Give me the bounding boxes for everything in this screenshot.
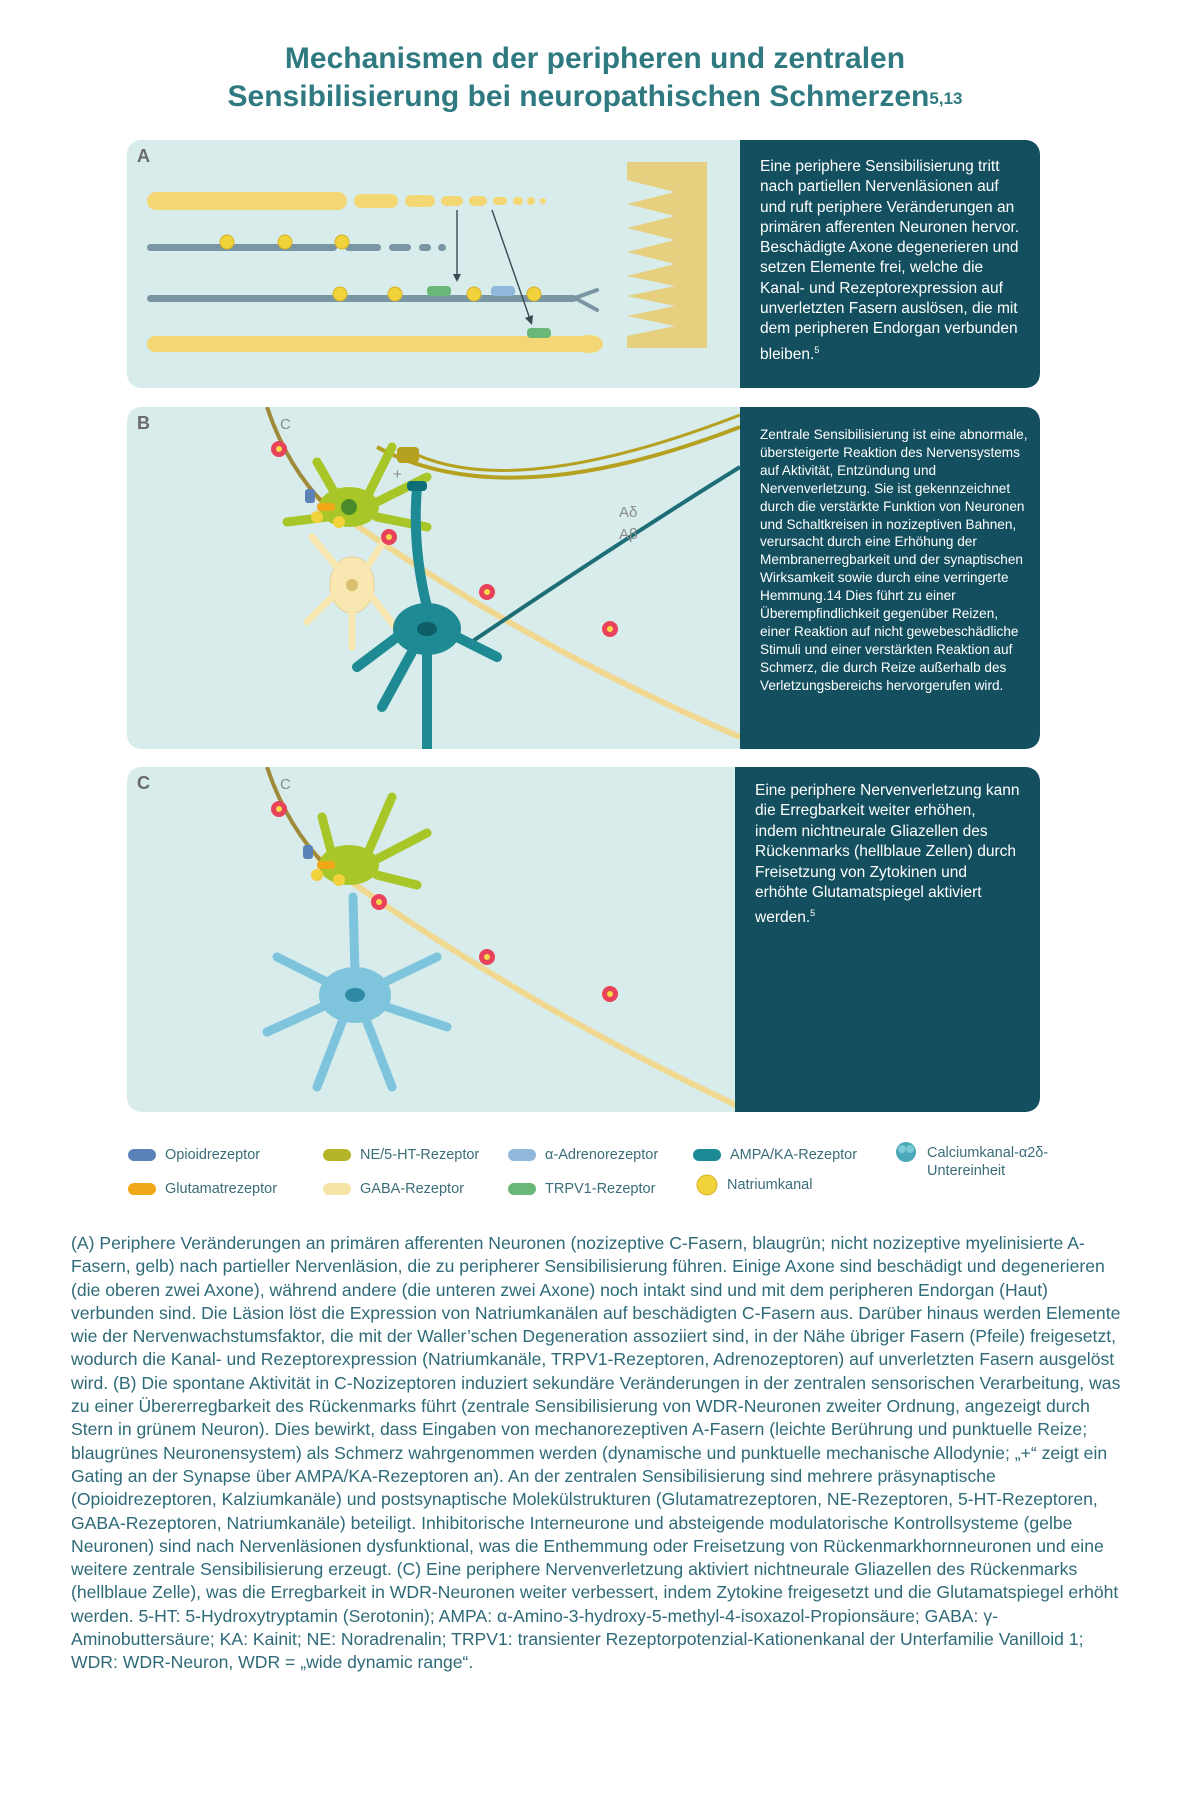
- panel-a-reference: 5: [814, 344, 820, 355]
- legend-item-glutamate: [127, 1178, 277, 1200]
- legend-item-gaba: [322, 1178, 464, 1200]
- sodium-channel-b: [311, 511, 323, 523]
- legend-label: GABA-Rezeptor: [360, 1181, 464, 1197]
- central-sensitization-illustration: [127, 407, 740, 749]
- glutamate-receptor: [317, 503, 335, 511]
- label-c-fiber: C: [280, 416, 291, 433]
- panel-a: [127, 140, 1040, 388]
- legend-label: Calciumkanal-α2δ-Untereinheit: [927, 1145, 1049, 1179]
- opioid-receptor: [305, 489, 315, 503]
- legend-label: Glutamatrezeptor: [165, 1181, 278, 1197]
- legend-item-trpv1: [507, 1178, 655, 1200]
- legend-label: TRPV1-Rezeptor: [545, 1181, 656, 1197]
- legend-label: AMPA/KA-Rezeptor: [730, 1147, 858, 1163]
- wdr-neuron-c: [319, 797, 427, 885]
- title-line-2: [0, 78, 1190, 116]
- panel-c-reference: 5: [810, 908, 816, 919]
- legend-item-sodium: [695, 1174, 812, 1196]
- panel-c-text: Eine periphere Nervenverletzung kann die Erregbarkeit weiter erhöhen, indem nichtneurale Gliazellen des Rückenmarks (hellblaue Zellen) durch Freisetzung von Zytokinen und erhöhte Glutamatspiegel aktiviert werden.: [755, 782, 1020, 927]
- legend-label: NE/5-HT-Rezeptor: [360, 1147, 480, 1163]
- panel-b-description: [740, 407, 1040, 749]
- trpv1-receptor-2: [527, 328, 551, 338]
- figure-caption: (A) Periphere Veränderungen an primären afferenten Neuronen (nozizeptive C-Fasern, blaugrün; nicht nozizeptive myelinisierte A-Fasern, gelb) nach partieller Nervenläsion, die zu peripherer Sensibilisierung führen. Einige Axone sind beschädigt und degenerieren (die oberen zwei Axone), während andere (die unteren zwei Axone) noch intakt sind und mit dem peripheren Endorgan (Haut) verbunden sind. Die Läsion löst die Expression von Natriumkanälen auf beschädigten C-Fasern aus. Darüber hinaus werden Elemente wie der Nervenwachstumsfaktor, die mit der Waller’schen Degeneration assoziiert sind, in der Nähe übriger Fasern (Pfeile) freigesetzt, wodurch die Kanal- und Rezeptorexpression (Natriumkanäle, TRPV1-Rezeptoren, Adrenozeptoren) auf unverletzten Fasern ausgelöst wird. (B) Die spontane Aktivität in C-Nozizeptoren induziert sekundäre Veränderungen in der zentralen sensorischen Verarbeitung, was zu einer Übererregbarkeit des Rückenmarks führt (zentrale Sensibilisierung von WDR-Neuronen zweiter Ordnung, angezeigt durch Stern in grünem Neuron). Dies bewirkt, dass Eingaben von mechanorezeptiven A-Fasern (leichte Berührung und punktuelle Reize; blaugrünes Neuronensystem) als Schmerz wahrgenommen werden (dynamische und punktuelle mechanische Allodynie; „+“ zeigt ein Gating an der Synapse über AMPA/KA-Rezeptoren an). An der zentralen Sensibilisierung sind mehrere präsynaptische (Opioidrezeptoren, Kalziumkanäle) und postsynaptische Molekülstrukturen (Glutamatrezeptoren, NE-Rezeptoren, 5-HT-Rezeptoren, GABA-Rezeptoren, Natriumkanäle) beteiligt. Inhibitorische Interneurone und absteigende modulatorische Kontrollsysteme (gelbe Neuronen) sind nach Nervenläsionen dysfunktional, was die Enthemmung oder Freisetzung von Rückenmarkhornneuronen und eine weitere zentrale Sensibilisierung erzeugt. (C) Eine periphere Nervenverletzung aktiviert nichtneurale Gliazellen des Rückenmarks (hellblaue Zelle), was die Erregbarkeit in WDR-Neuronen weiter verbessert, indem Zytokine freigesetzt und die Glutamatspiegel erhöht werden. 5-HT: 5-Hydroxytryptamin (Serotonin); AMPA: α-Amino-3-hydroxy-5-methyl-4-isoxazol-Propionsäure; GABA: γ-Aminobuttersäure; KA: Kainit; NE: Noradrenalin; TRPV1: transienter Rezeptorpotenzial-Kationenkanal der Unterfamilie Vanilloid 1; WDR: WDR-Neuron, WDR = „wide dynamic range“.: [71, 1233, 1121, 1673]
- title-line-2-text: Sensibilisierung bei neuropathischen Schmerzen: [227, 80, 930, 113]
- calcium-channel-icon: [893, 1140, 919, 1164]
- ampa-ka-receptor: [407, 481, 427, 491]
- c-fiber-degenerating: [147, 244, 337, 251]
- legend-item-alpha-adreno: [507, 1144, 658, 1166]
- gaba-receptor-icon: [322, 1182, 352, 1196]
- legend-label: Opioidrezeptor: [165, 1147, 261, 1163]
- label-plus: +: [393, 466, 402, 483]
- trpv1-receptor: [427, 286, 451, 296]
- title-reference: 5,13: [929, 89, 963, 108]
- panel-b-text: Zentrale Sensibilisierung ist eine abnormale, übersteigerte Reaktion des Nervensystems auf Aktivität, Entzündung und Nervenverletzung. Sie ist gekennzeichnet durch die verstärkte Funktion von Neuronen und Schaltkreisen in nozizeptiven Bahnen, verursacht durch eine Erhöhung der Membranerregbarkeit und der synaptischen Wirksamkeit sowie durch eine verringerte Hemmung.14 Dies führt zu einer Überempfindlichkeit gegenüber Reizen, einer Reaktion auf nicht gewebeschädliche Stimuli und einer verstärkten Reaktion auf Schmerz, die durch Reize außerhalb des Verletzungsbereichs hervorgerufen wird.: [760, 427, 1028, 693]
- legend-item-opioid: [127, 1144, 260, 1166]
- legend-item-calcium: [893, 1140, 1077, 1180]
- panel-a-text: Eine periphere Sensibilisierung tritt nach partiellen Nervenläsionen auf und ruft periphere Veränderungen an primären afferenten Neuronen hervor. Beschädigte Axone degenerieren und setzen Elemente frei, welche die Kanal- und Rezeptorexpression auf unverletzten Fasern auslösen, die mit dem peripheren Endorgan verbunden bleiben.: [760, 158, 1020, 363]
- alpha-adrenoreceptor: [491, 286, 515, 296]
- c-fiber-intact: [147, 295, 577, 302]
- label-a-beta: Aβ: [619, 526, 638, 543]
- panel-a-letter: A: [137, 146, 150, 166]
- label-c-fiber-c: C: [280, 776, 291, 793]
- sodium-channel-icon: [695, 1173, 719, 1197]
- title-line-1: Mechanismen der peripheren und zentralen: [284, 42, 906, 75]
- legend-item-ampa-ka: [692, 1144, 857, 1166]
- release-arrow-2: [492, 210, 531, 322]
- panel-c: [127, 767, 1040, 1112]
- glial-activation-illustration: [127, 767, 740, 1112]
- legend: [127, 1138, 1087, 1208]
- peripheral-fibers-illustration: [127, 140, 740, 388]
- panel-a-description: [740, 140, 1040, 388]
- legend-label: α-Adrenorezeptor: [545, 1147, 659, 1163]
- opioid-receptor-icon: [127, 1148, 157, 1162]
- panel-b-letter: B: [137, 413, 150, 433]
- myelin-fiber-intact: [147, 336, 587, 352]
- trpv1-receptor-icon: [507, 1182, 537, 1196]
- panel-c-letter: C: [137, 773, 150, 793]
- page-title: [0, 40, 1190, 116]
- panel-b: [127, 407, 1040, 749]
- end-organ-skin: [627, 162, 707, 348]
- panel-c-description: [735, 767, 1040, 1112]
- alpha-adrenoreceptor-icon: [507, 1148, 537, 1162]
- legend-item-ne-5ht: [322, 1144, 479, 1166]
- c-fiber: [267, 407, 327, 507]
- glutamate-receptor-icon: [127, 1182, 157, 1196]
- sensitization-star: [341, 499, 357, 515]
- myelin-fiber-degenerating: [147, 192, 347, 210]
- ampa-ka-receptor-icon: [692, 1148, 722, 1162]
- label-a-delta: Aδ: [619, 504, 638, 521]
- gaba-interneuron: [307, 537, 395, 647]
- ne-5ht-receptor-icon: [322, 1148, 352, 1162]
- a-delta-a-beta-fiber: [467, 467, 740, 645]
- legend-label: Natriumkanal: [727, 1177, 813, 1193]
